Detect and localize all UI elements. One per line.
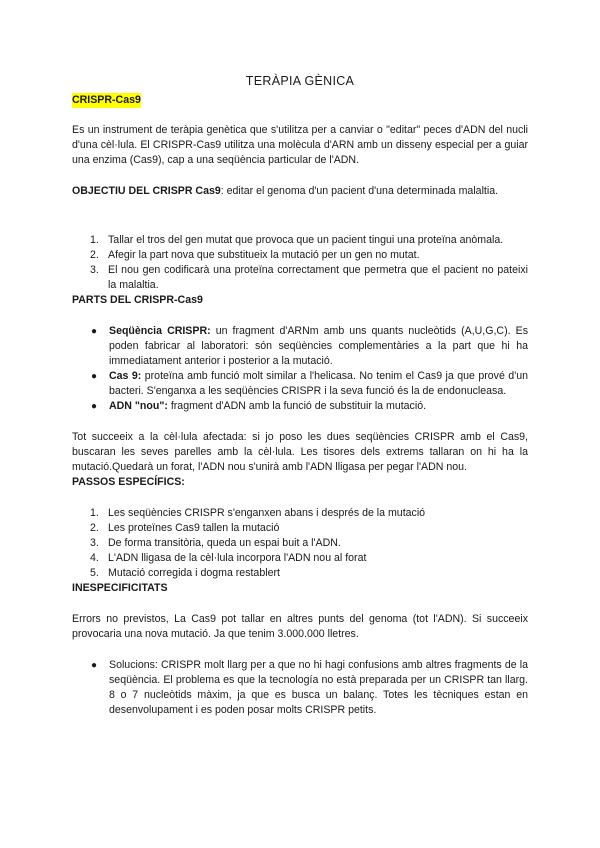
list-number: 2.: [90, 522, 99, 534]
objective-paragraph: [72, 184, 528, 199]
list-item: [72, 566, 528, 581]
list-item: [72, 324, 528, 369]
part-label: Cas 9:: [109, 370, 142, 382]
bullet-icon: ●: [91, 401, 98, 412]
list-item: [72, 551, 528, 566]
list-item: [72, 506, 528, 521]
part-label: ADN "nou":: [109, 400, 168, 412]
objective-label: OBJECTIU DEL CRISPR Cas9: [72, 185, 221, 197]
solution-text: Solucions: CRISPR molt llarg per a que no hi hagi confusions amb altres fragments de la seqüència. El problema es que la tecnología no està preparada per un CRISPR tan llarg. 8 o 7 nucleòtids màxim, ja que es busca un balanç. Totes les tècniques estan en desenvolupament i es poden posar molts CRISPR petits.: [109, 659, 528, 716]
list-number: 3.: [90, 264, 99, 276]
list-text: Les proteïnes Cas9 tallen la mutació: [108, 522, 280, 534]
bullet-icon: ●: [91, 371, 98, 382]
list-text: Mutació corregida i dogma restablert: [108, 567, 280, 579]
steps-list: [72, 233, 528, 293]
list-text: Afegir la part nova que substitueix la mutació per un gen no mutat.: [108, 249, 420, 261]
part-label: Seqüència CRISPR:: [109, 325, 211, 337]
page-title: TERÀPIA GÈNICA: [245, 74, 355, 88]
list-text: L'ADN lligasa de la cèl·lula incorpora l'ADN nou al forat: [108, 552, 367, 564]
list-number: 1.: [90, 507, 99, 519]
list-item: [72, 658, 528, 718]
list-item: [72, 263, 528, 293]
list-number: 4.: [90, 552, 99, 564]
part-text: proteïna amb funció molt similar a l'helicasa. No tenim el Cas9 ja que prové d'un bacteri. S'enganxa a les seqüències CRISPR i la seva funció és la de endonucleasa.: [109, 370, 529, 397]
part-text: un fragment d'ARNm amb uns quants nucleòtids (A,U,G,C). Es poden fabricar al laboratori: són seqüències complementàries a la part que hi ha immediatament anterior i posterior a la mutació.: [109, 325, 528, 367]
list-number: 1.: [90, 234, 99, 246]
part-text: fragment d'ADN amb la funció de substituir la mutació.: [167, 400, 427, 412]
objective-text: : editar el genoma d'un pacient d'una determinada malaltia.: [220, 185, 499, 197]
list-number: 2.: [90, 249, 99, 261]
inespecif-paragraph: Errors no previstos, La Cas9 pot tallar en altres punts del genoma (tot l'ADN). Si succeeix provocaria una nova mutació. Ja que tenim 3.000.000 lletres.: [72, 613, 528, 640]
specific-steps-list: [72, 506, 528, 581]
bullet-icon: ●: [91, 326, 98, 337]
list-text: El nou gen codificarà una proteïna correctament que permetra que el pacient no pateixi la malaltia.: [108, 264, 528, 291]
crispr-heading: CRISPR-Cas9: [72, 94, 141, 106]
list-number: 5.: [90, 567, 99, 579]
summary-paragraph: Tot succeeix a la cèl·lula afectada: si jo poso les dues seqüències CRISPR amb el Cas9, buscaran les seves parelles amb la cèl·lula. Les tisores dels extrems tallaran on hi ha la mutació.Quedarà un forat, l'ADN nou s'unirà amb l'ADN lligasa per pegar l'ADN nou.: [72, 431, 528, 473]
list-item: [72, 248, 528, 263]
list-item: [72, 536, 528, 551]
bullet-icon: ●: [91, 660, 98, 671]
list-number: 3.: [90, 537, 99, 549]
parts-heading: PARTS DEL CRISPR-Cas9: [72, 294, 203, 306]
inespecif-heading: INESPECIFICITATS: [72, 582, 168, 594]
list-item: [72, 369, 528, 399]
parts-list: [72, 324, 528, 414]
intro-paragraph: Es un instrument de teràpia genètica que s'utilitza per a canviar o "editar" peces d'ADN del nucli d'una cèl·lula. El CRISPR-Cas9 utilitza una molècula d'ARN amb un disseny especial per a guiar una enzima (Cas9), cap a una seqüència particular de l'ADN.: [72, 124, 528, 166]
list-text: Les seqüències CRISPR s'enganxen abans i després de la mutació: [108, 507, 426, 519]
specific-heading: PASSOS ESPECÍFICS:: [72, 476, 185, 488]
list-item: [72, 233, 528, 248]
solutions-list: [72, 658, 528, 718]
list-text: De forma transitòria, queda un espai buit a l'ADN.: [108, 537, 341, 549]
list-item: [72, 399, 528, 414]
list-item: [72, 521, 528, 536]
list-text: Tallar el tros del gen mutat que provoca que un pacient tingui una proteïna anòmala.: [108, 234, 504, 246]
